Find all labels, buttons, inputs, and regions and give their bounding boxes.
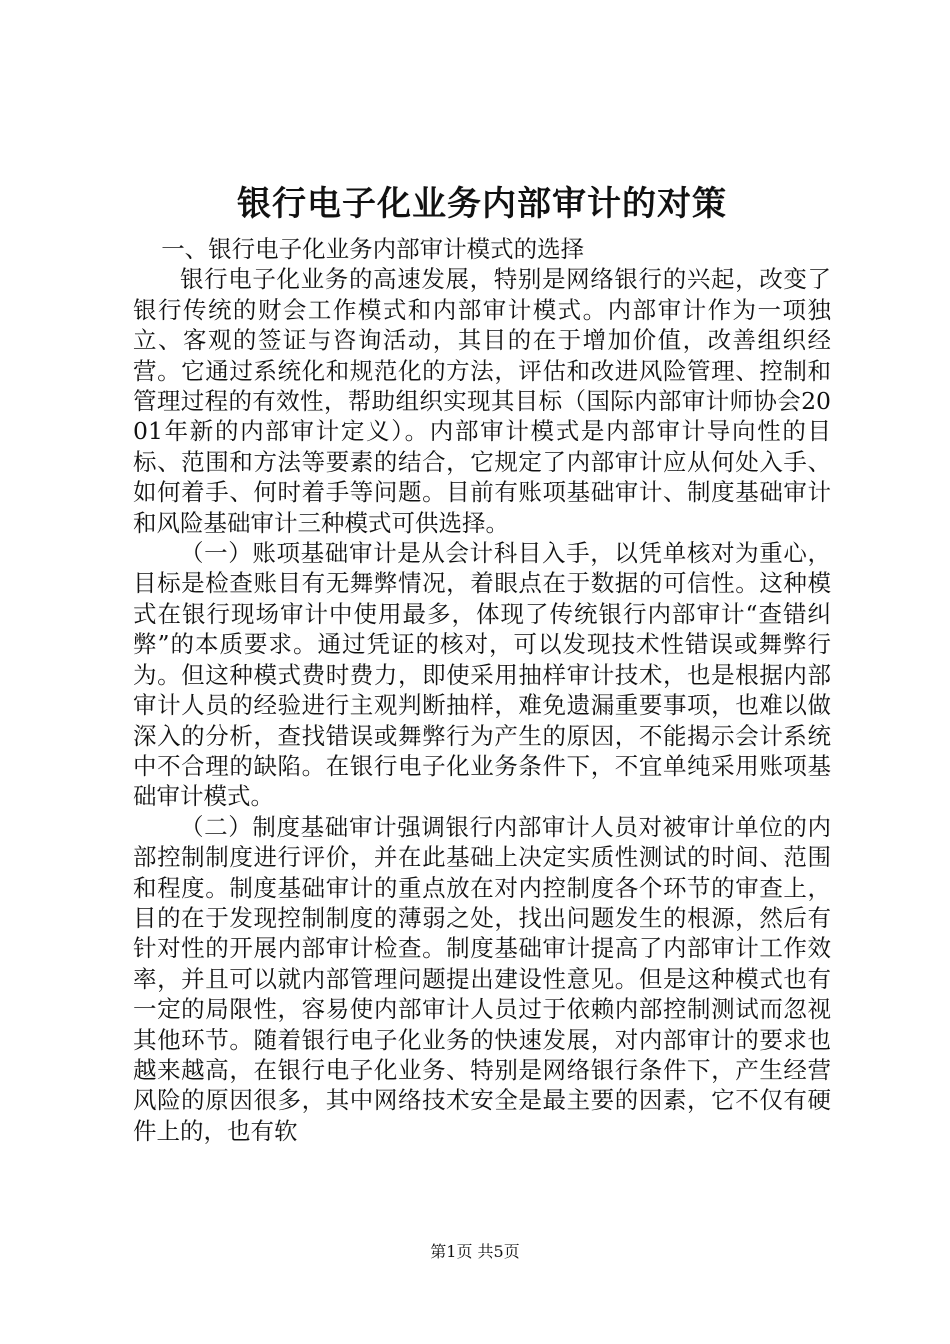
page-number-footer: 第1页 共5页 [430,1242,520,1261]
body-paragraph: （一）账项基础审计是从会计科目入手，以凭单核对为重心，目标是检查账目有无舞弊情况，着眼点在于数据的可信性。这种模式在银行现场审计中使用最多，体现了传统银行内部审计“查错纠弊”的本质要求。通过凭证的核对，可以发现技术性错误或舞弊行为。但这种模式费时费力，即使采用抽样审计技术，也是根据内部审计人员的经验进行主观判断抽样，难免遗漏重要事项，也难以做深入的分析，查找错误或舞弊行为产生的原因，不能揭示会计系统中不合理的缺陷。在银行电子化业务条件下，不宜单纯采用账项基础审计模式。 [133,539,831,811]
section-heading: 一、银行电子化业务内部审计模式的选择 [161,235,585,263]
document-title: 银行电子化业务内部审计的对策 [237,184,727,224]
document-page [133,180,831,1146]
body-paragraph: 银行电子化业务的高速发展，特别是网络银行的兴起，改变了银行传统的财会工作模式和内部审计模式。内部审计作为一项独立、客观的签证与咨询活动，其目的在于增加价值，改善组织经营。它通过系统化和规范化的方法，评估和改进风险管理、控制和管理过程的有效性，帮助组织实现其目标（国际内部审计师协会2001年新的内部审计定义）。内部审计模式是内部审计导向性的目标、范围和方法等要素的结合，它规定了内部审计应从何处入手、如何着手、何时着手等问题。目前有账项基础审计、制度基础审计和风险基础审计三种模式可供选择。 [133,265,831,537]
body-paragraph: （二）制度基础审计强调银行内部审计人员对被审计单位的内部控制制度进行评价，并在此基础上决定实质性测试的时间、范围和程度。制度基础审计的重点放在对内控制度各个环节的审查上，目的在于发现控制制度的薄弱之处，找出问题发生的根源，然后有针对性的开展内部审计检查。制度基础审计提高了内部审计工作效率，并且可以就内部管理问题提出建设性意见。但是这种模式也有一定的局限性，容易使内部审计人员过于依赖内部控制测试而忽视其他环节。随着银行电子化业务的快速发展，对内部审计的要求也越来越高，在银行电子化业务、特别是网络银行条件下，产生经营风险的原因很多，其中网络技术安全是最主要的因素，它不仅有硬件上的，也有软 [133,812,831,1145]
